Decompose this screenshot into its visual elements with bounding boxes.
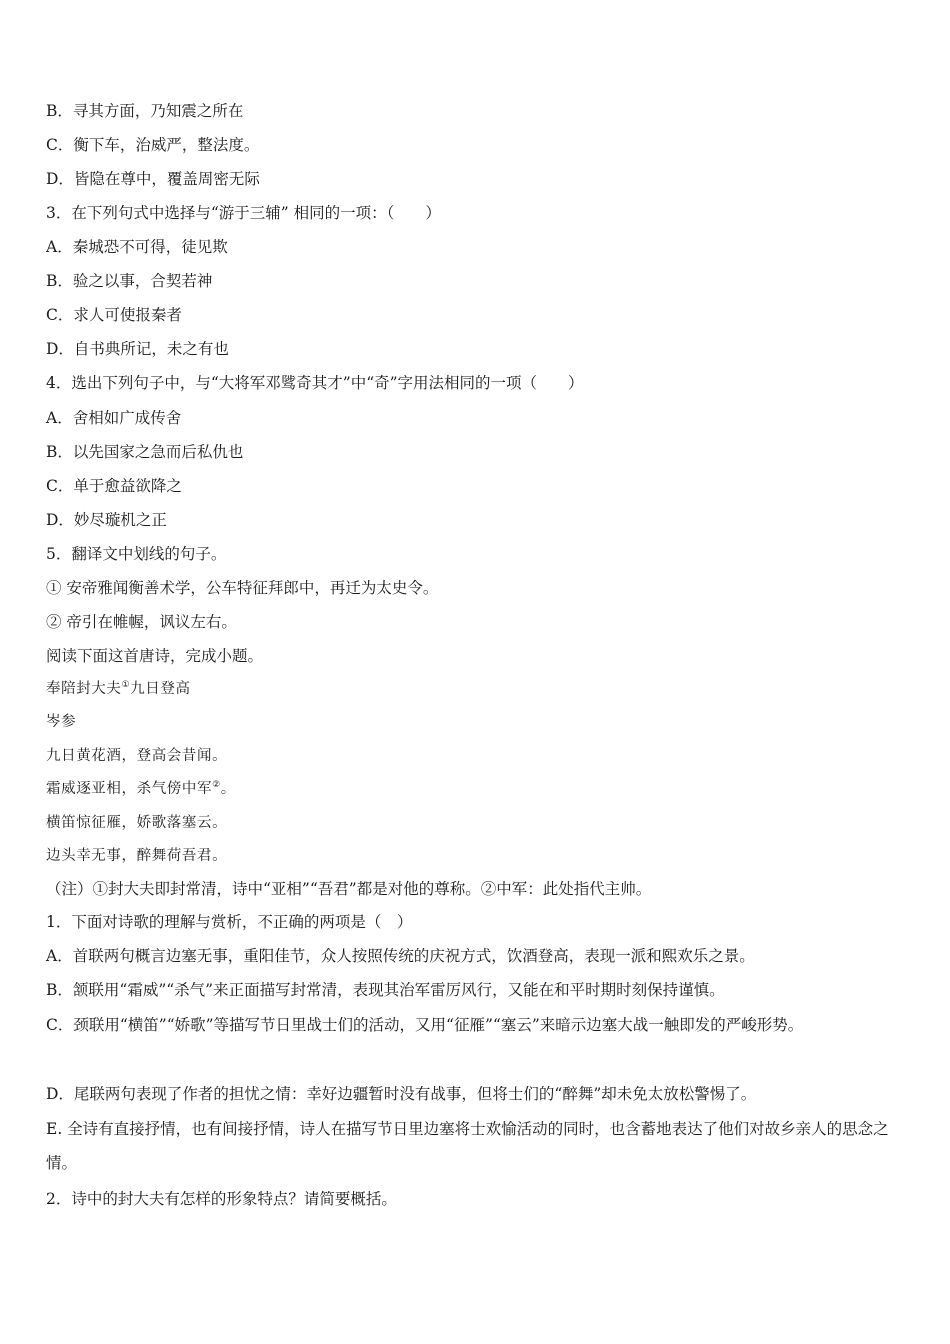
- poem-intro: 阅读下面这首唐诗，完成小题。: [46, 647, 264, 665]
- poem-line-2: [46, 779, 236, 799]
- poem-line-2-end: 。: [220, 781, 236, 797]
- q3-option-c: C．求人可使报秦者: [46, 306, 182, 324]
- q4-option-b: B．以先国家之急而后私仇也: [46, 443, 244, 461]
- poem-line-3: 横笛惊征雁，娇歌落塞云。: [46, 815, 228, 831]
- q5-stem: 5．翻译文中划线的句子。: [46, 545, 227, 563]
- q4-option-a: A．舍相如广成传舍: [46, 409, 182, 427]
- pq2-stem: 2．诗中的封大夫有怎样的形象特点？请简要概括。: [46, 1190, 397, 1208]
- poem-line-4: 边头幸无事，醉舞荷吾君。: [46, 848, 228, 864]
- pq1-option-e: E. 全诗有直接抒情，也有间接抒情，诗人在描写节日里边塞将士欢愉活动的同时，也含蓄地表达了他们对故乡亲人的思念之情。: [46, 1120, 889, 1172]
- q4-option-d: D．妙尽璇机之正: [46, 511, 167, 529]
- q3-stem: 3．在下列句式中选择与“游于三辅” 相同的一项：（ ）: [46, 204, 441, 222]
- poem-title-main: 奉陪封大夫: [46, 681, 122, 697]
- poem-title-rest: 九日登高: [130, 681, 191, 697]
- poem-note: （注）①封大夫即封常清，诗中“亚相”“吾君”都是对他的尊称。②中军：此处指代主帅。: [46, 880, 652, 898]
- q5-sentence-1: ① 安帝雅闻衡善术学，公车特征拜郎中，再迁为太史令。: [46, 579, 439, 597]
- q2-option-b: B．寻其方面，乃知震之所在: [46, 102, 244, 120]
- q5-sentence-2: ② 帝引在帷幄，讽议左右。: [46, 613, 237, 631]
- q4-option-c: C．单于愈益欲降之: [46, 477, 182, 495]
- poem-line-2-note-mark: ②: [212, 780, 221, 791]
- poem-line-1: 九日黄花酒，登高会昔闻。: [46, 748, 228, 764]
- q2-option-c: C．衡下车，治威严，整法度。: [46, 136, 260, 154]
- q4-stem: 4．选出下列句子中，与“大将军邓骘奇其才”中“奇”字用法相同的一项（ ）: [46, 374, 584, 392]
- poem-author: 岑参: [46, 714, 77, 730]
- pq1-option-d: D．尾联两句表现了作者的担忧之情：幸好边疆暂时没有战事，但将士们的“醉舞”却未免太放松警惕了。: [46, 1085, 757, 1103]
- pq1-option-a: A．首联两句概言边塞无事，重阳佳节，众人按照传统的庆祝方式，饮酒登高，表现一派和熙欢乐之景。: [46, 947, 755, 965]
- q3-option-a: A．秦城恐不可得，徒见欺: [46, 238, 228, 256]
- pq1-option-b: B．颔联用“霜威”“杀气”来正面描写封常清，表现其治军雷厉风行，又能在和平时期时刻保持谨慎。: [46, 981, 725, 999]
- q3-option-b: B．验之以事，合契若神: [46, 272, 213, 290]
- q3-option-d: D．自书典所记，未之有也: [46, 340, 229, 358]
- poem-title: [46, 679, 191, 699]
- pq1-stem: 1．下面对诗歌的理解与赏析，不正确的两项是（ ）: [46, 913, 413, 931]
- poem-line-2-main: 霜威逐亚相，杀气傍中军: [46, 781, 213, 797]
- pq1-option-c: C．颈联用“横笛”“娇歌”等描写节日里战士们的活动，又用“征雁”“塞云”来暗示边塞大战一触即发的严峻形势。: [46, 1016, 804, 1034]
- poem-title-note-mark: ①: [121, 680, 131, 691]
- q2-option-d: D．皆隐在尊中，覆盖周密无际: [46, 170, 260, 188]
